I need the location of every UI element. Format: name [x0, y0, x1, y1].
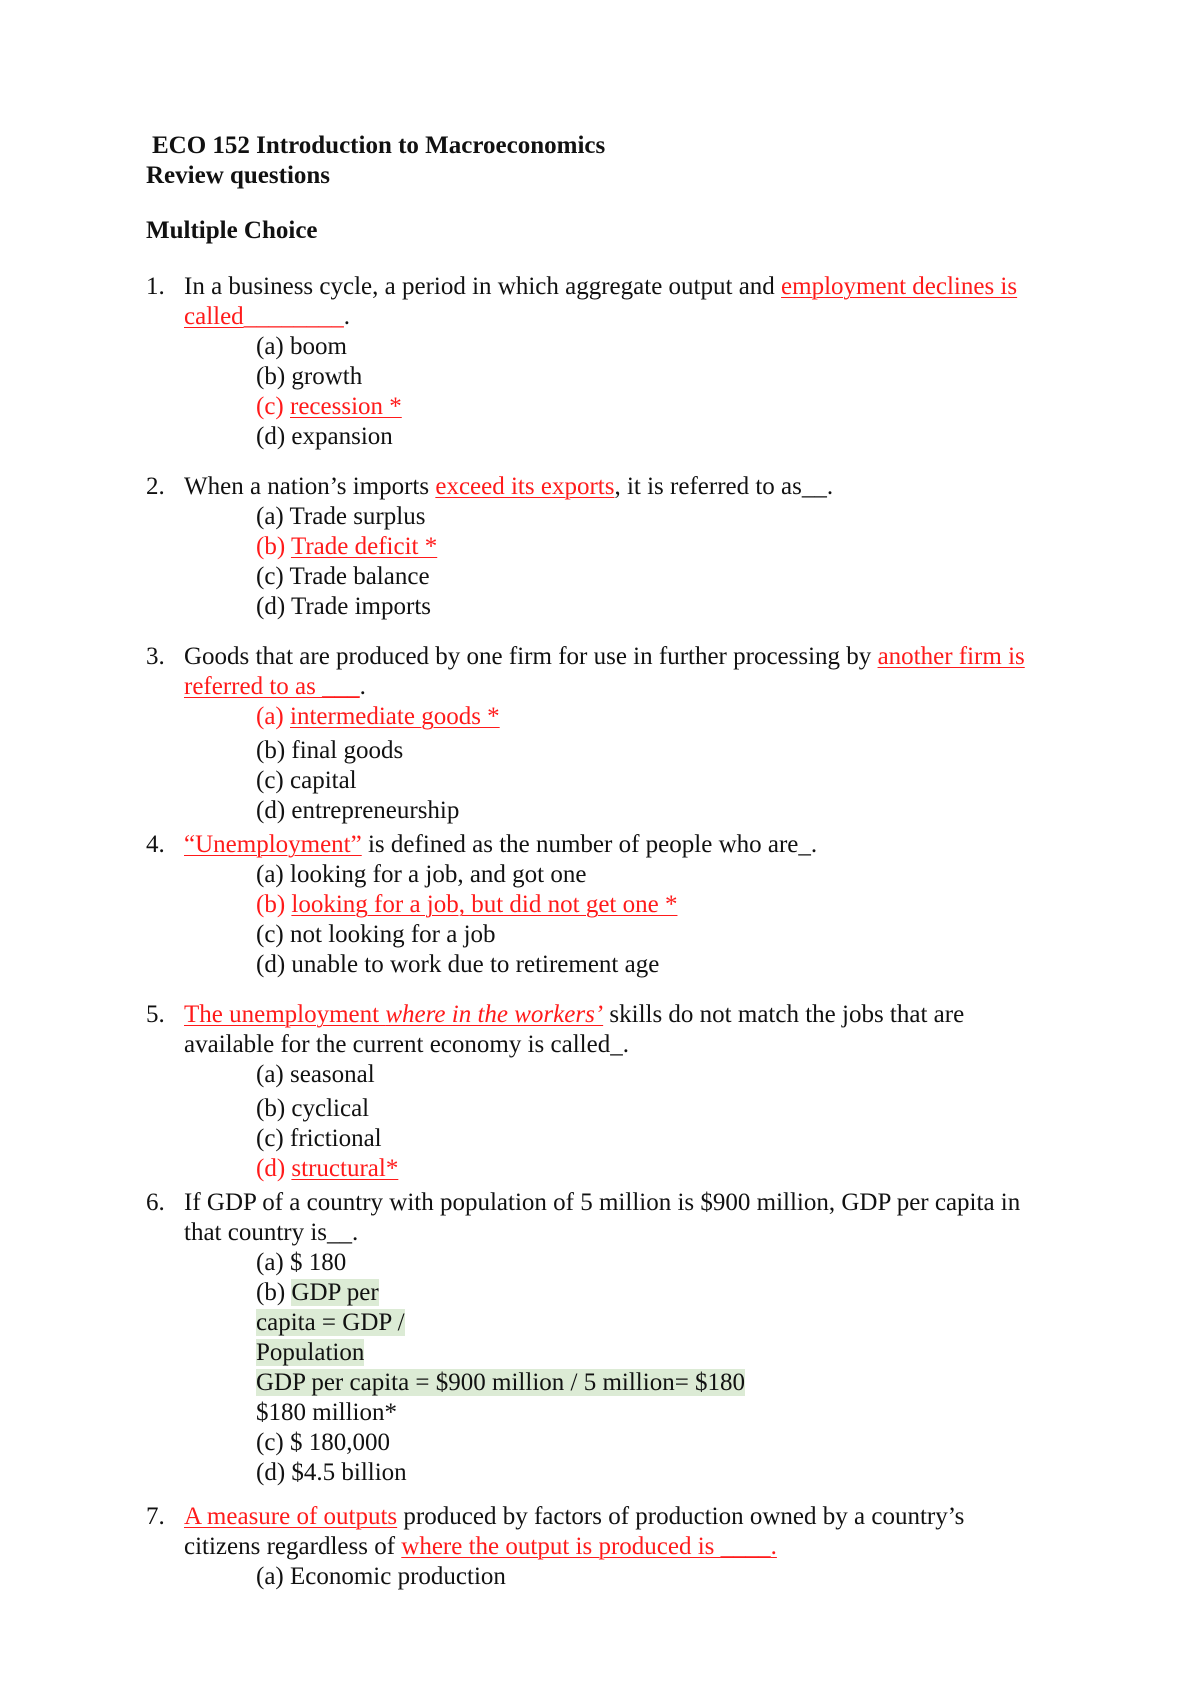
question-2-line-1	[184, 472, 833, 502]
highlighted-keyword: referred to as	[184, 673, 323, 700]
option: (a) looking for a job, and got one	[256, 861, 587, 888]
question-text: citizens regardless of	[184, 1533, 402, 1560]
question-text: In a business cycle, a period in which aggregate output and	[184, 273, 782, 300]
option: (b) cyclical	[256, 1095, 370, 1122]
option: (a) Economic production	[256, 1563, 506, 1590]
question-text: .	[359, 673, 366, 700]
answer-text: Trade deficit *	[290, 533, 438, 560]
question-3-line-2	[184, 672, 366, 702]
question-number: 1.	[146, 273, 165, 300]
question-7-line-2	[184, 1532, 777, 1562]
solution-note-line	[256, 1308, 405, 1338]
answer-text: looking for a job, but did not get one *	[291, 891, 678, 918]
highlighted-keyword: employment declines is	[781, 273, 1018, 300]
question-text: Goods that are produced by one firm for use in further processing by	[184, 643, 878, 670]
answer-text: structural*	[291, 1155, 399, 1182]
section-heading: Multiple Choice	[146, 217, 318, 244]
course-title: ECO 152 Introduction to Macroeconomics	[152, 132, 606, 159]
question-number: 2.	[146, 473, 165, 500]
correct-answer	[256, 392, 402, 422]
option-letter: (c)	[256, 393, 290, 420]
option: (d) entrepreneurship	[256, 797, 460, 824]
option: (a) Trade surplus	[256, 503, 426, 530]
question-number: 7.	[146, 1503, 165, 1530]
question-1-line-1	[184, 272, 1017, 302]
question-text: , it is referred to as__.	[614, 473, 834, 500]
option-letter: (b)	[256, 533, 291, 560]
question-1-line-2	[184, 302, 350, 332]
option-letter: (b)	[256, 1279, 292, 1306]
highlighted-keyword: another firm is	[877, 643, 1025, 670]
option: (c) capital	[256, 767, 357, 794]
question-number: 5.	[146, 1001, 165, 1028]
correct-answer	[256, 890, 677, 920]
highlighted-keyword: where the output is produced is	[401, 1533, 721, 1560]
option: (d) expansion	[256, 423, 393, 450]
option: (c) not looking for a job	[256, 921, 496, 948]
question-5-line-2: available for the current economy is called_.	[184, 1031, 629, 1058]
question-text: skills do not match the jobs that are	[603, 1001, 965, 1028]
solution-note-line	[256, 1338, 364, 1368]
highlighted-keyword: exceed its exports	[435, 473, 615, 500]
question-3-line-1	[184, 642, 1025, 672]
correct-answer: $180 million*	[256, 1399, 397, 1426]
option-letter: (a)	[256, 703, 290, 730]
question-text: .	[770, 1533, 777, 1560]
option: (d) $4.5 billion	[256, 1459, 407, 1486]
question-text: .	[343, 303, 350, 330]
option: (a) seasonal	[256, 1061, 375, 1088]
highlighted-keyword: The unemployment	[184, 1001, 386, 1028]
solution-note: Population	[256, 1339, 365, 1366]
question-number: 4.	[146, 831, 165, 858]
highlighted-keyword: called	[184, 303, 244, 330]
highlighted-keyword-italic: where in the workers’	[385, 1001, 604, 1028]
solution-note: capita = GDP /	[256, 1309, 405, 1336]
solution-note: GDP per capita = $900 million / 5 million= $180	[256, 1369, 746, 1396]
question-text: is defined as the number of people who are_.	[361, 831, 818, 858]
answer-blank: ___	[322, 673, 360, 700]
highlighted-keyword: “Unemployment”	[184, 831, 362, 858]
option: (b) final goods	[256, 737, 404, 764]
question-text: produced by factors of production owned by a country’s	[397, 1503, 965, 1530]
option: (a) boom	[256, 333, 347, 360]
solution-note-line	[256, 1368, 745, 1398]
question-7-line-1	[184, 1502, 964, 1532]
question-4-line-1	[184, 830, 817, 860]
question-number: 6.	[146, 1189, 165, 1216]
answer-text: recession *	[290, 393, 402, 420]
correct-answer	[256, 532, 437, 562]
option: (d) unable to work due to retirement age	[256, 951, 660, 978]
option: (d) Trade imports	[256, 593, 431, 620]
option-letter: (b)	[256, 891, 292, 918]
document-subtitle: Review questions	[146, 162, 331, 189]
question-5-line-1	[184, 1000, 964, 1030]
question-6-line-1: If GDP of a country with population of 5 million is $900 million, GDP per capita in	[184, 1189, 1021, 1216]
correct-answer	[256, 1154, 398, 1184]
option-letter: (d)	[256, 1155, 292, 1182]
option-b-line	[256, 1278, 379, 1308]
answer-blank: ____	[720, 1533, 771, 1560]
correct-answer	[256, 702, 500, 732]
solution-note: GDP per	[291, 1279, 379, 1306]
question-text: When a nation’s imports	[184, 473, 436, 500]
answer-text: intermediate goods *	[290, 703, 500, 730]
option: (b) growth	[256, 363, 363, 390]
question-6-line-2: that country is__.	[184, 1219, 359, 1246]
option: (a) $ 180	[256, 1249, 347, 1276]
answer-blank: ________	[243, 303, 344, 330]
question-number: 3.	[146, 643, 165, 670]
option: (c) Trade balance	[256, 563, 430, 590]
option: (c) frictional	[256, 1125, 382, 1152]
highlighted-keyword: A measure of outputs	[184, 1503, 398, 1530]
option: (c) $ 180,000	[256, 1429, 390, 1456]
